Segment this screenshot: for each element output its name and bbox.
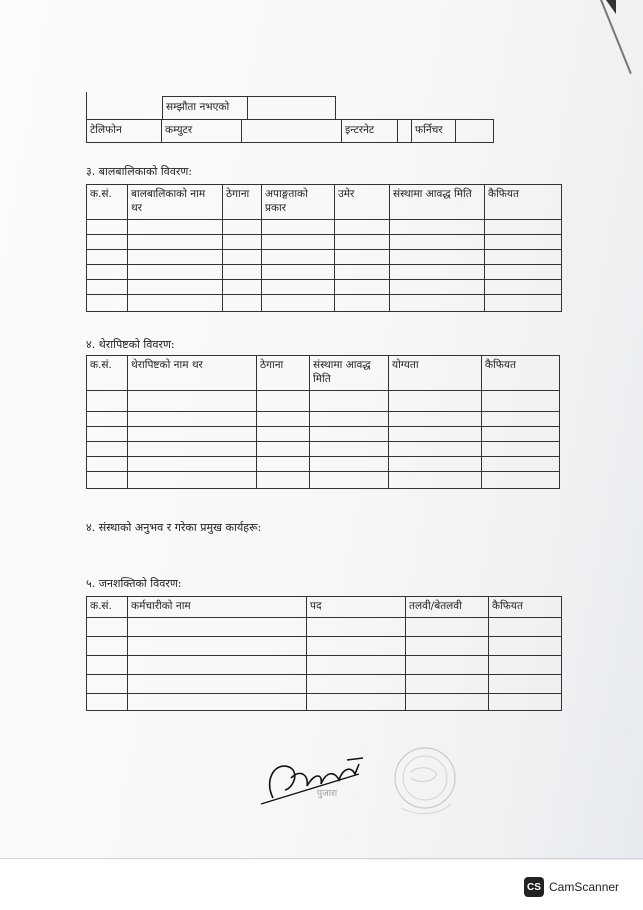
table-row — [87, 412, 560, 427]
table-row — [87, 656, 562, 675]
col-address: ठेगाना — [223, 185, 262, 220]
table-row — [87, 250, 562, 265]
page-bottom-edge — [0, 858, 643, 859]
page-corner — [606, 0, 616, 14]
col-remarks: कैफियत — [489, 597, 562, 618]
col-joined-date: संस्थामा आवद्ध मिति — [390, 185, 485, 220]
internet-cell: इन्टरनेट — [342, 119, 398, 143]
table-row — [87, 457, 560, 472]
table-row — [87, 280, 562, 295]
section4a-title: ४. थेरापिष्टको विवरण: — [86, 338, 175, 351]
col-address: ठेगाना — [257, 356, 310, 391]
top-table-row-1 — [162, 96, 336, 118]
table-row — [87, 265, 562, 280]
computer-value-cell — [242, 119, 342, 143]
col-staff-name: कर्मचारीको नाम — [128, 597, 307, 618]
staff-table-header — [87, 597, 562, 618]
table-row — [87, 235, 562, 250]
therapist-table-header — [87, 356, 560, 391]
furniture-cell: फर्निचर — [412, 119, 456, 143]
section3-title: ३. बालबालिकाको विवरण: — [86, 165, 193, 178]
col-remarks: कैफियत — [482, 356, 560, 391]
col-joined-date: संस्थामा आवद्ध मिति — [310, 356, 389, 391]
col-serial: क.सं. — [87, 356, 128, 391]
col-serial: क.सं. — [87, 597, 128, 618]
col-disability-type: अपाङ्गताको प्रकार — [262, 185, 335, 220]
col-position: पद — [307, 597, 406, 618]
table-row — [87, 220, 562, 235]
table-row — [87, 427, 560, 442]
empty-cell — [248, 96, 336, 120]
top-table-left-border — [86, 92, 87, 120]
section4b-title: ४. संस्थाको अनुभव र गरेका प्रमुख कार्यहरू: — [86, 521, 262, 534]
col-serial: क.सं. — [87, 185, 128, 220]
signature-stamp-area — [255, 738, 475, 828]
table-row — [87, 618, 562, 637]
table-row — [87, 694, 562, 711]
internet-value-cell — [398, 119, 412, 143]
children-table — [86, 184, 562, 312]
table-row — [87, 675, 562, 694]
agreement-cell: सम्झौता नभएको — [162, 96, 248, 120]
camscanner-logo-icon: CS — [524, 877, 544, 897]
col-qualification: योग्यता — [389, 356, 482, 391]
table-row — [87, 391, 560, 412]
col-therapist-name: थेरापिष्टको नाम थर — [128, 356, 257, 391]
col-age: उमेर — [335, 185, 390, 220]
computer-cell: कम्युटर — [162, 119, 242, 143]
therapist-table — [86, 355, 560, 489]
table-row — [87, 472, 560, 489]
col-paid-unpaid: तलवी/बेतलवी — [406, 597, 489, 618]
table-row — [87, 442, 560, 457]
telephone-cell: टेलिफोन — [86, 119, 162, 143]
staff-table — [86, 596, 562, 711]
section5-title: ५. जनशक्तिको विवरण: — [86, 577, 182, 590]
camscanner-watermark: CamScanner — [549, 880, 620, 894]
stamp-text: पुजारा — [317, 789, 338, 799]
col-remarks: कैफियत — [485, 185, 562, 220]
children-table-header — [87, 185, 562, 220]
furniture-value-cell — [456, 119, 494, 143]
col-child-name: बालबालिकाको नाम थर — [128, 185, 223, 220]
signature-mark — [255, 738, 475, 828]
top-table-row-2 — [86, 119, 494, 141]
table-row — [87, 295, 562, 312]
table-row — [87, 637, 562, 656]
